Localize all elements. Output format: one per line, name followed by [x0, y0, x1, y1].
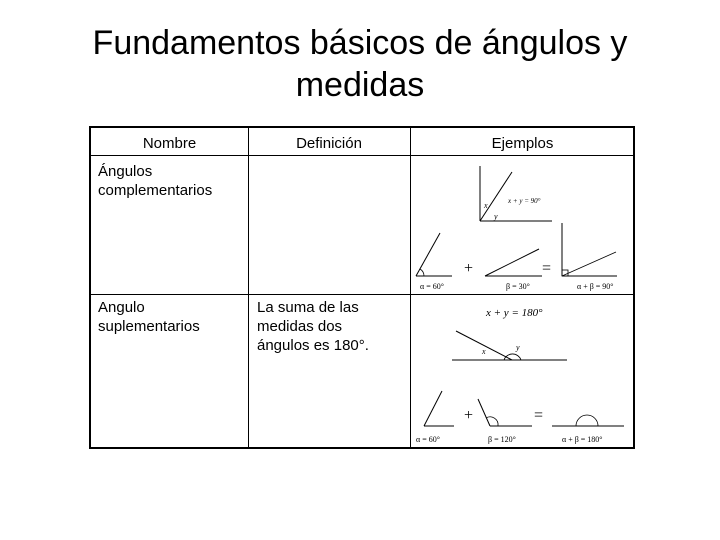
- row-2-name-line-2: suplementarios: [98, 318, 200, 335]
- example-equation: x + y = 90°: [508, 197, 541, 205]
- row-2-definition: [257, 298, 407, 355]
- header-ejemplos: Ejemplos: [491, 135, 554, 152]
- label-x: x: [482, 347, 486, 356]
- row-2-name-line-1: Angulo: [98, 299, 145, 316]
- row-2-definition-line-2: medidas dos: [257, 318, 343, 335]
- header-divider: [91, 155, 633, 156]
- example-equation: x + y = 180°: [486, 307, 543, 319]
- alpha-arc: [420, 269, 424, 276]
- header-nombre: Nombre: [142, 135, 197, 152]
- plus-sign: +: [464, 260, 474, 277]
- sum-arc: [576, 415, 598, 426]
- row-1-name: [98, 162, 246, 200]
- column-divider-1: [248, 128, 249, 447]
- header-definicion: Definición: [296, 135, 362, 152]
- label-y: y: [516, 343, 520, 352]
- slide-title: [40, 22, 680, 106]
- alpha-caption: α = 60°: [416, 435, 440, 444]
- alpha-caption: α = 60°: [420, 282, 444, 291]
- equals-sign: =: [534, 407, 544, 424]
- beta-ray-2: [478, 399, 490, 426]
- sum-caption: α + β = 90°: [577, 282, 614, 291]
- row-2-definition-line-3: ángulos es 180°.: [257, 337, 369, 354]
- label-y: y: [494, 212, 498, 221]
- row-2-definition-line-1: La suma de las: [257, 299, 359, 316]
- equals-sign: =: [542, 260, 552, 277]
- beta-caption: β = 120°: [488, 435, 516, 444]
- row-divider: [91, 294, 633, 295]
- row-1-name-line-2: complementarios: [98, 182, 213, 199]
- sum-ray-3: [562, 252, 616, 276]
- alpha-ray-2: [416, 233, 440, 276]
- complementary-angles-example: [412, 157, 635, 294]
- plus-sign: +: [464, 407, 474, 424]
- angles-table: [89, 126, 635, 449]
- beta-ray-2: [485, 249, 539, 276]
- supplementary-angles-example: [412, 296, 635, 446]
- alpha-ray-2: [424, 391, 442, 426]
- sum-caption: α + β = 180°: [562, 435, 603, 444]
- column-divider-2: [410, 128, 411, 447]
- beta-caption: β = 30°: [506, 282, 530, 291]
- row-2-name: [98, 298, 246, 336]
- slide-title-line-1: Fundamentos básicos de ángulos y: [92, 24, 628, 62]
- row-1-name-line-1: Ángulos: [98, 163, 153, 180]
- slide-title-line-2: medidas: [295, 66, 425, 104]
- label-x: x: [484, 201, 488, 210]
